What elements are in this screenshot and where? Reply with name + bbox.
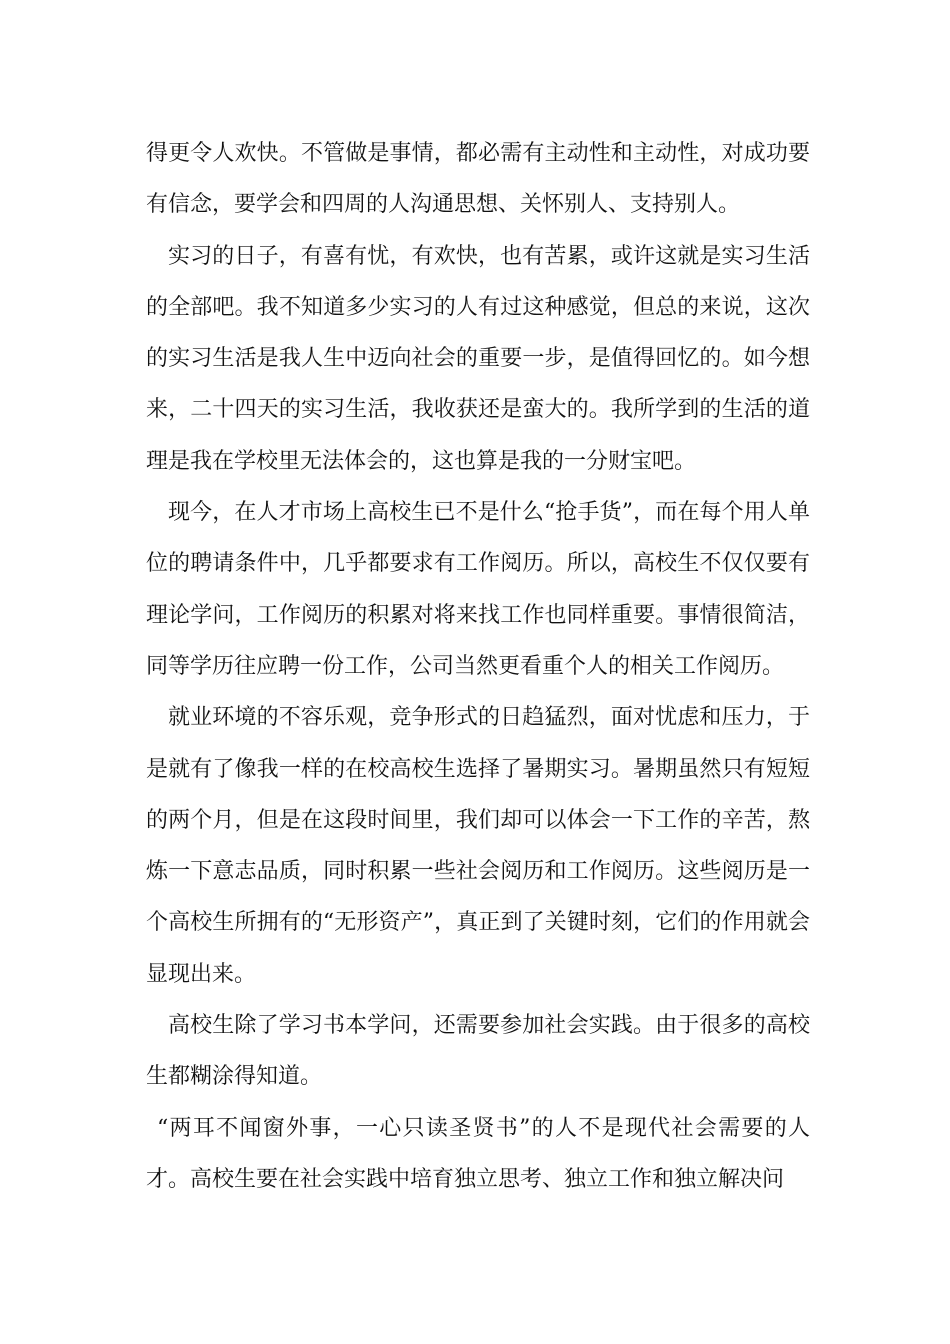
body-text: [146, 128, 810, 1205]
paragraph-talent-market: 现今，在人才市场上高校生已不是什么“抢手货”，而在每个用人单位的聘请条件中，几乎都要求有工作阅历。所以，高校生不仅仅要有理论学问，工作阅历的积累对将来找工作也同样重要。事情很简洁，同等学历往应聘一份工作，公司当然更看重个人的相关工作阅历。: [146, 500, 810, 679]
paragraph-social-practice: 高校生除了学习书本学问，还需要参加社会实践。由于很多的高校生都糊涂得知道。: [146, 1013, 810, 1090]
paragraph-employment-environment: 就业环境的不容乐观，竞争形式的日趋猛烈，面对忧虑和压力，于是就有了像我一样的在校高校生选择了暑期实习。暑期虽然只有短短的两个月，但是在这段时间里，我们却可以体会一下工作的辛苦，熬炼一下意志品质，同时积累一些社会阅历和工作阅历。这些阅历是一个高校生所拥有的“无形资产”，真正到了关键时刻，它们的作用就会显现出来。: [146, 705, 810, 987]
paragraph-quote: “两耳不闻窗外事，一心只读圣贤书”的人不是现代社会需要的人才。高校生要在社会实践中培育独立思考、独立工作和独立解决问: [146, 1115, 810, 1192]
paragraph-internship-days: 实习的日子，有喜有忧，有欢快，也有苦累，或许这就是实习生活的全部吧。我不知道多少实习的人有过这种感觉，但总的来说，这次的实习生活是我人生中迈向社会的重要一步，是值得回忆的。如今想来，二十四天的实习生活，我收获还是蛮大的。我所学到的生活的道理是我在学校里无法体会的，这也算是我的一分财宝吧。: [146, 243, 810, 474]
paragraph-continuation: 得更令人欢快。不管做是事情，都必需有主动性和主动性，对成功要有信念，要学会和四周的人沟通思想、关怀别人、支持别人。: [146, 141, 810, 218]
